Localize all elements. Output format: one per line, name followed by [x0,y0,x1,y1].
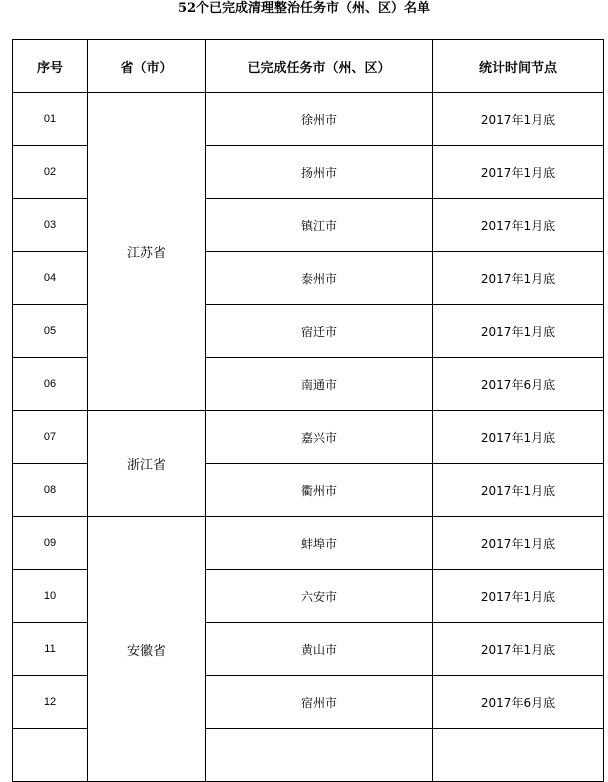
row-number: 08 [13,464,88,517]
time-cell: 2017年1月底 [433,411,604,464]
row-number: 06 [13,358,88,411]
city-cell: 镇江市 [206,199,433,252]
table-header-row [13,40,604,93]
city-list-table [12,39,604,782]
row-number: 11 [13,623,88,676]
city-cell: 六安市 [206,570,433,623]
time-cell [433,729,604,782]
row-number: 01 [13,93,88,146]
header-province: 省（市） [88,40,206,93]
time-cell: 2017年1月底 [433,93,604,146]
time-cell: 2017年1月底 [433,623,604,676]
time-cell: 2017年6月底 [433,676,604,729]
time-cell: 2017年1月底 [433,464,604,517]
time-cell: 2017年1月底 [433,252,604,305]
row-number: 10 [13,570,88,623]
time-cell: 2017年1月底 [433,517,604,570]
time-cell: 2017年1月底 [433,146,604,199]
time-cell: 2017年1月底 [433,570,604,623]
row-number: 09 [13,517,88,570]
row-number: 02 [13,146,88,199]
header-time: 统计时间节点 [433,40,604,93]
time-cell: 2017年6月底 [433,358,604,411]
time-cell: 2017年1月底 [433,305,604,358]
city-cell: 嘉兴市 [206,411,433,464]
row-number: 07 [13,411,88,464]
header-no: 序号 [13,40,88,93]
city-cell: 徐州市 [206,93,433,146]
city-cell: 扬州市 [206,146,433,199]
city-cell: 泰州市 [206,252,433,305]
city-cell: 衢州市 [206,464,433,517]
row-number: 04 [13,252,88,305]
row-number: 12 [13,676,88,729]
time-cell: 2017年1月底 [433,199,604,252]
row-number: 03 [13,199,88,252]
row-number [13,729,88,782]
table-row [13,411,604,464]
table-row [13,517,604,570]
document-title: 52个已完成清理整治任务市（州、区）名单 [177,1,431,16]
province-cell-anhui: 安徽省 [88,517,206,782]
city-cell: 宿迁市 [206,305,433,358]
city-cell: 蚌埠市 [206,517,433,570]
table-row [13,93,604,146]
row-number: 05 [13,305,88,358]
header-city: 已完成任务市（州、区） [206,40,433,93]
city-cell: 宿州市 [206,676,433,729]
city-cell: 南通市 [206,358,433,411]
province-cell-jiangsu: 江苏省 [88,93,206,411]
city-cell [206,729,433,782]
province-cell-zhejiang: 浙江省 [88,411,206,517]
city-cell: 黄山市 [206,623,433,676]
